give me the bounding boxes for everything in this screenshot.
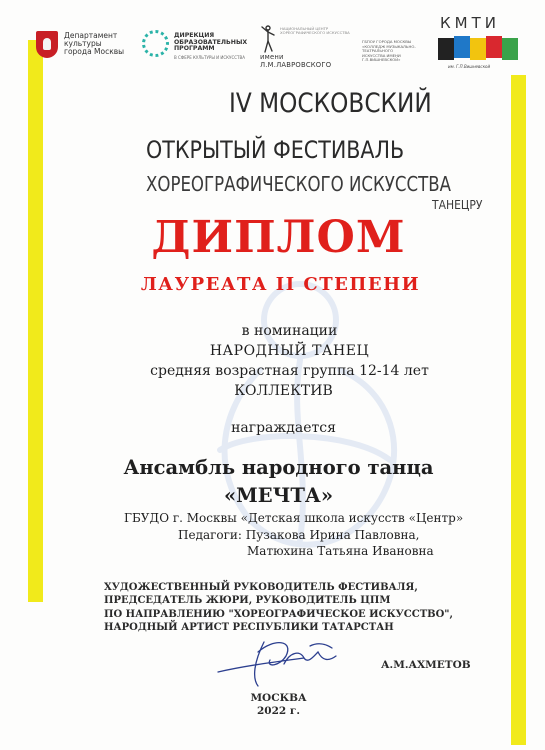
diploma-degree: ЛАУРЕАТА II СТЕПЕНИ xyxy=(140,274,421,295)
dept-line3: города Москвы xyxy=(64,46,125,56)
directorate-line2: ОБРАЗОВАТЕЛЬНЫХ xyxy=(174,38,248,46)
lavrovsky-center-logo xyxy=(256,24,356,69)
directorate-line1: ДИРЕКЦИЯ xyxy=(174,32,215,39)
kmti-small-line3: ИСКУССТВА ИМЕНИ Г.П.ВИШНЕВСКОЙ» xyxy=(362,52,401,63)
recipient-line1: Ансамбль народного танца xyxy=(123,456,434,479)
ballet-dancer-icon xyxy=(258,24,278,54)
signatory-line4: НАРОДНЫЙ АРТИСТ РЕСПУБЛИКИ ТАТАРСТАН xyxy=(104,621,394,633)
directorate-logo xyxy=(142,30,252,60)
kmti-logo xyxy=(362,14,522,69)
kmti-sign: им. Г.П.Вишневской xyxy=(448,64,491,69)
moscow-coat-of-arms-icon xyxy=(36,31,58,58)
award-text: награждается xyxy=(231,420,336,436)
festival-line4: ТАНЕЦРУ xyxy=(432,198,483,212)
moscow-culture-dept-logo xyxy=(36,28,148,60)
nomination-category: КОЛЛЕКТИВ xyxy=(234,383,333,399)
left-yellow-bar xyxy=(28,40,43,602)
dotted-ring-icon xyxy=(142,30,169,57)
recipient-line2: «МЕЧТА» xyxy=(223,484,334,507)
signatory-line1: ХУДОЖЕСТВЕННЫЙ РУКОВОДИТЕЛЬ ФЕСТИВАЛЯ, xyxy=(104,582,418,593)
recipient-school: ГБУДО г. Москвы «Детская школа искусств «Центр» xyxy=(124,511,464,525)
signatory-name: А.М.АХМЕТОВ xyxy=(381,659,471,671)
lavrovsky-name: имени Л.М.ЛАВРОВСКОГО xyxy=(260,53,332,69)
recipient-teachers-line1: Педагоги: Пузакова Ирина Павловна, xyxy=(178,528,420,542)
nomination-name: НАРОДНЫЙ ТАНЕЦ xyxy=(209,343,370,359)
dancers-icon xyxy=(438,34,520,64)
footer-city: МОСКВА xyxy=(250,692,307,704)
directorate-sub: В СФЕРЕ КУЛЬТУРЫ И ИСКУССТВА xyxy=(174,55,245,60)
festival-line3: ХОРЕОГРАФИЧЕСКОГО ИСКУССТВА xyxy=(146,172,451,196)
nomination-age-group: средняя возрастная группа 12-14 лет xyxy=(150,363,429,379)
nomination-intro: в номинации xyxy=(241,323,338,339)
kmti-small-line1: ГБПОУ ГОРОДА МОСКВЫ xyxy=(362,39,412,44)
signatory-line3: ПО НАПРАВЛЕНИЮ "ХОРЕОГРАФИЧЕСКОЕ ИСКУССТВО", xyxy=(104,608,453,620)
signatory-title xyxy=(104,581,453,634)
directorate-line3: ПРОГРАММ xyxy=(174,45,215,52)
lavrovsky-small: НАЦИОНАЛЬНЫЙ ЦЕНТР ХОРЕОГРАФИЧЕСКОГО ИСКУССТВА xyxy=(280,26,350,36)
festival-line2: ОТКРЫТЫЙ ФЕСТИВАЛЬ xyxy=(146,136,405,164)
handwritten-signature xyxy=(214,632,354,690)
kmti-small-text xyxy=(362,40,440,63)
footer-year: 2022 г. xyxy=(257,705,300,717)
dept-line1: Департамент xyxy=(64,31,118,40)
kmti-abbr: КМТИ xyxy=(440,14,500,32)
diploma-title: ДИПЛОМ xyxy=(151,212,406,263)
festival-line1: IV МОСКОВСКИЙ xyxy=(229,88,432,119)
kmti-small-line2: «КОЛЛЕДЖ МУЗЫКАЛЬНО-ТЕАТРАЛЬНОГО xyxy=(362,43,416,54)
right-yellow-bar xyxy=(511,75,526,745)
recipient-teachers-line2: Матюхина Татьяна Ивановна xyxy=(247,544,434,558)
signatory-line2: ПРЕДСЕДАТЕЛЬ ЖЮРИ, РУКОВОДИТЕЛЬ ЦПМ xyxy=(104,595,391,607)
dept-line2: культуры xyxy=(64,38,102,48)
